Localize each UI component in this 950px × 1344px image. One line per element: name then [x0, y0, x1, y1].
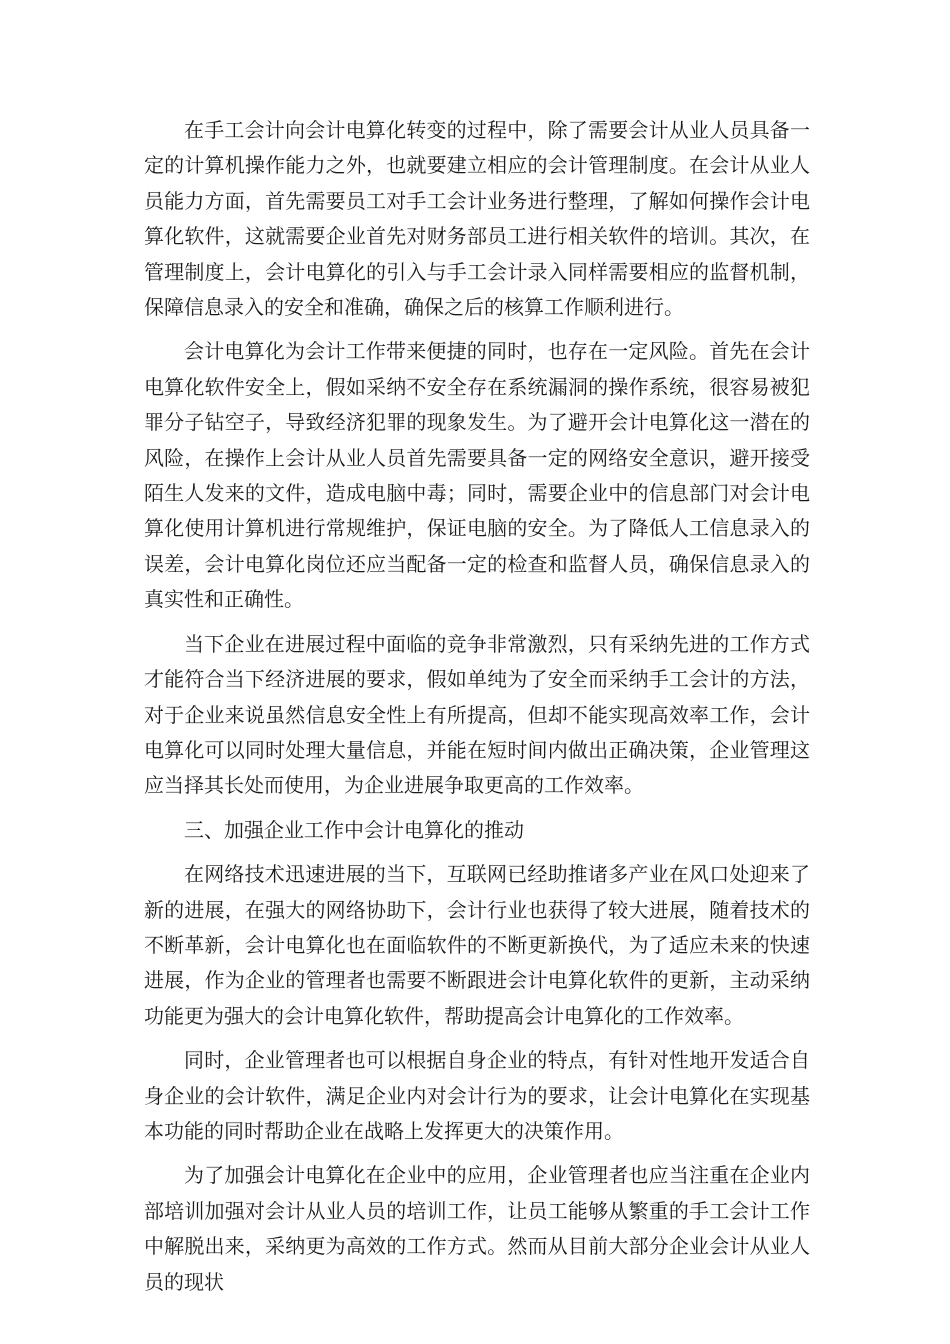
section-heading: 三、加强企业工作中会计电算化的推动	[184, 817, 524, 842]
paragraph-manual-to-computerized: 在手工会计向会计电算化转变的过程中，除了需要会计从业人员具备一定的计算机操作能力之外，也就要建立相应的会计管理制度。在会计从业人员能力方面，首先需要员工对手工会计业务进行整理，了解如何操作会计电算化软件，这就需要企业首先对财务部员工进行相关软件的培训。其次，在管理制度上，会计电算化的引入与手工会计录入同样需要相应的监督机制，保障信息录入的安全和准确，确保之后的核算工作顺利进行。	[144, 118, 810, 320]
paragraph-training: 为了加强会计电算化在企业中的应用，企业管理者也应当注重在企业内部培训加强对会计从业人员的培训工作，让员工能够从繁重的手工会计工作中解脱出来，采纳更为高效的工作方式。然而从目前大部分企业会计从业人员的现状	[144, 1163, 810, 1294]
paragraph-network-tech: 在网络技术迅速进展的当下，互联网已经助推诸多产业在风口处迎来了新的进展，在强大的网络协助下，会计行业也获得了较大进展，随着技术的不断革新，会计电算化也在面临软件的不断更新换代，为了适应未来的快速进展，作为企业的管理者也需要不断跟进会计电算化软件的更新，主动采纳功能更为强大的会计电算化软件，帮助提高会计电算化的工作效率。	[144, 862, 810, 1028]
paragraph-custom-software: 同时，企业管理者也可以根据自身企业的特点，有针对性地开发适合自身企业的会计软件，满足企业内对会计行为的要求，让会计电算化在实现基本功能的同时帮助企业在战略上发挥更大的决策作用。	[144, 1048, 810, 1143]
document-body	[144, 113, 810, 1300]
paragraph-risks: 会计电算化为会计工作带来便捷的同时，也存在一定风险。首先在会计电算化软件安全上，假如采纳不安全存在系统漏洞的操作系统，很容易被犯罪分子钻空子，导致经济犯罪的现象发生。为了避开会计电算化这一潜在的风险，在操作上会计从业人员首先需要具备一定的网络安全意识，避开接受陌生人发来的文件，造成电脑中毒；同时，需要企业中的信息部门对会计电算化使用计算机进行常规维护，保证电脑的安全。为了降低人工信息录入的误差，会计电算化岗位还应当配备一定的检查和监督人员，确保信息录入的真实性和正确性。	[144, 339, 810, 612]
paragraph-competition: 当下企业在进展过程中面临的竞争非常激烈，只有采纳先进的工作方式才能符合当下经济进展的要求，假如单纯为了安全而采纳手工会计的方法，对于企业来说虽然信息安全性上有所提高，但却不能实现高效率工作，会计电算化可以同时处理大量信息，并能在短时间内做出正确决策，企业管理这应当择其长处而使用，为企业进展争取更高的工作效率。	[144, 631, 810, 798]
